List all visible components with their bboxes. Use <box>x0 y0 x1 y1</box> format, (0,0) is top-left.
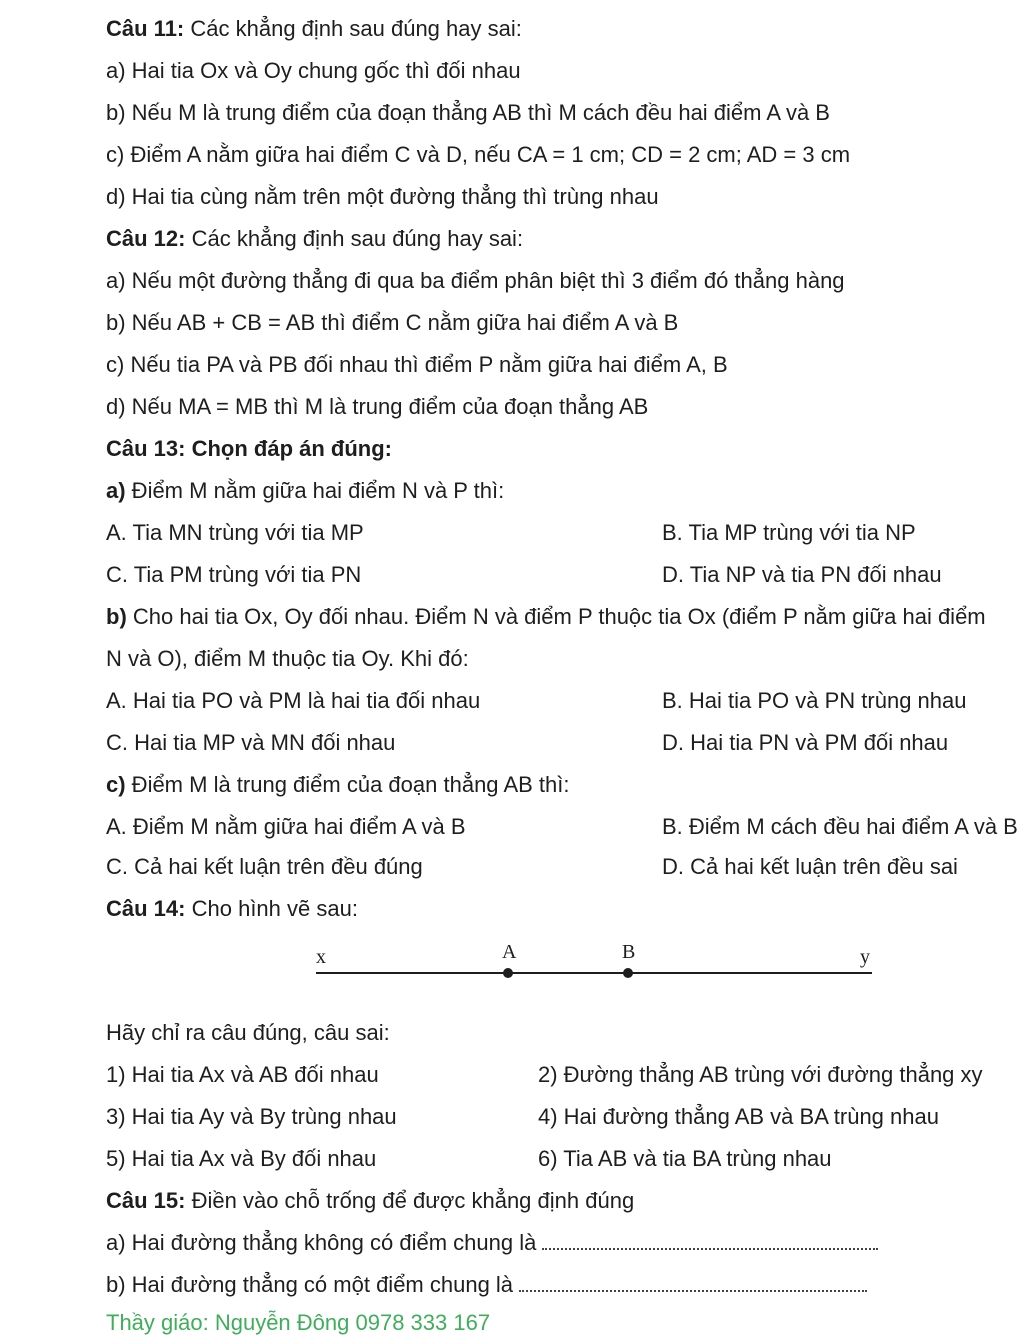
q12-c: c) Nếu tia PA và PB đối nhau thì điểm P nằm giữa hai điểm A, B <box>106 352 728 377</box>
q13c-option-a: A. Điểm M nằm giữa hai điểm A và B <box>106 814 466 839</box>
q15-a <box>106 1228 878 1258</box>
q13c-label: c) <box>106 772 126 797</box>
q14-instruction: Hãy chỉ ra câu đúng, câu sai: <box>106 1020 390 1045</box>
line-figure <box>0 930 1024 1000</box>
q11-heading <box>106 14 522 44</box>
q13b-stem2: N và O), điểm M thuộc tia Oy. Khi đó: <box>106 646 469 671</box>
q14-statement-2: 2) Đường thẳng AB trùng với đường thẳng xy <box>538 1062 983 1087</box>
q13b-option-a: A. Hai tia PO và PM là hai tia đối nhau <box>106 688 481 713</box>
q13b-stem1: Cho hai tia Ox, Oy đối nhau. Điểm N và điểm P thuộc tia Ox (điểm P nằm giữa hai điểm <box>126 604 986 629</box>
q13a-label: a) <box>106 478 126 503</box>
q11-b: b) Nếu M là trung điểm của đoạn thẳng AB thì M cách đều hai điểm A và B <box>106 100 830 125</box>
q13c-option-c: C. Cả hai kết luận trên đều đúng <box>106 854 423 879</box>
q15-b <box>106 1270 867 1300</box>
q13-heading: Câu 13: Chọn đáp án đúng: <box>106 436 392 461</box>
footer-credit: Thầy giáo: Nguyễn Đông 0978 333 167 <box>106 1310 491 1335</box>
q13b-option-c: C. Hai tia MP và MN đối nhau <box>106 730 396 755</box>
q14-statement-3: 3) Hai tia Ay và By trùng nhau <box>106 1104 397 1129</box>
q14-label: Câu 14: <box>106 896 186 921</box>
label-a: A <box>502 941 517 963</box>
q11-prompt: Các khẳng định sau đúng hay sai: <box>190 16 522 41</box>
q13b-label: b) <box>106 604 127 629</box>
q13a-option-b: B. Tia MP trùng với tia NP <box>662 520 916 545</box>
q13a-stem <box>106 476 504 506</box>
q12-b: b) Nếu AB + CB = AB thì điểm C nằm giữa hai điểm A và B <box>106 310 679 335</box>
q14-statement-6: 6) Tia AB và tia BA trùng nhau <box>538 1146 832 1171</box>
q13a-option-c: C. Tia PM trùng với tia PN <box>106 562 362 587</box>
q13a-option-d: D. Tia NP và tia PN đối nhau <box>662 562 942 587</box>
q15-a-blank[interactable] <box>542 1230 878 1250</box>
q12-heading <box>106 224 523 254</box>
label-x: x <box>316 946 326 968</box>
q14-heading <box>106 894 358 924</box>
q12-prompt: Các khẳng định sau đúng hay sai: <box>191 226 524 251</box>
point-b <box>623 968 633 978</box>
q14-statement-5: 5) Hai tia Ax và By đối nhau <box>106 1146 377 1171</box>
q13a-option-a: A. Tia MN trùng với tia MP <box>106 520 364 545</box>
label-b: B <box>622 941 636 963</box>
q13c-option-b: B. Điểm M cách đều hai điểm A và B <box>662 814 1018 839</box>
q12-label: Câu 12: <box>106 226 186 251</box>
label-y: y <box>860 946 870 968</box>
q14-prompt: Cho hình vẽ sau: <box>191 896 358 921</box>
q14-statement-4: 4) Hai đường thẳng AB và BA trùng nhau <box>538 1104 939 1129</box>
q15-label: Câu 15: <box>106 1188 186 1213</box>
q12-a: a) Nếu một đường thẳng đi qua ba điểm phân biệt thì 3 điểm đó thẳng hàng <box>106 268 845 293</box>
q11-c: c) Điểm A nằm giữa hai điểm C và D, nếu CA = 1 cm; CD = 2 cm; AD = 3 cm <box>106 142 851 167</box>
q12-d: d) Nếu MA = MB thì M là trung điểm của đoạn thẳng AB <box>106 394 649 419</box>
q15-heading <box>106 1186 634 1216</box>
q13b-stem-line1 <box>106 602 1024 632</box>
q15-a-text: a) Hai đường thẳng không có điểm chung là <box>106 1230 537 1255</box>
q13b-option-d: D. Hai tia PN và PM đối nhau <box>662 730 949 755</box>
q15-b-blank[interactable] <box>519 1272 867 1292</box>
q13c-stem-text: Điểm M là trung điểm của đoạn thẳng AB thì: <box>125 772 570 797</box>
q11-a: a) Hai tia Ox và Oy chung gốc thì đối nhau <box>106 58 521 83</box>
q13c-stem <box>106 770 569 800</box>
q13b-option-b: B. Hai tia PO và PN trùng nhau <box>662 688 967 713</box>
q13a-stem-text: Điểm M nằm giữa hai điểm N và P thì: <box>125 478 505 503</box>
q11-label: Câu 11: <box>106 16 185 41</box>
q15-prompt: Điền vào chỗ trống để được khẳng định đúng <box>191 1188 635 1213</box>
q11-d: d) Hai tia cùng nằm trên một đường thẳng thì trùng nhau <box>106 184 659 209</box>
q13c-option-b-clip <box>662 812 1024 842</box>
point-a <box>503 968 513 978</box>
q15-b-text: b) Hai đường thẳng có một điểm chung là <box>106 1272 514 1297</box>
q13c-option-d: D. Cả hai kết luận trên đều sai <box>662 854 958 879</box>
q14-statement-1: 1) Hai tia Ax và AB đối nhau <box>106 1062 379 1087</box>
